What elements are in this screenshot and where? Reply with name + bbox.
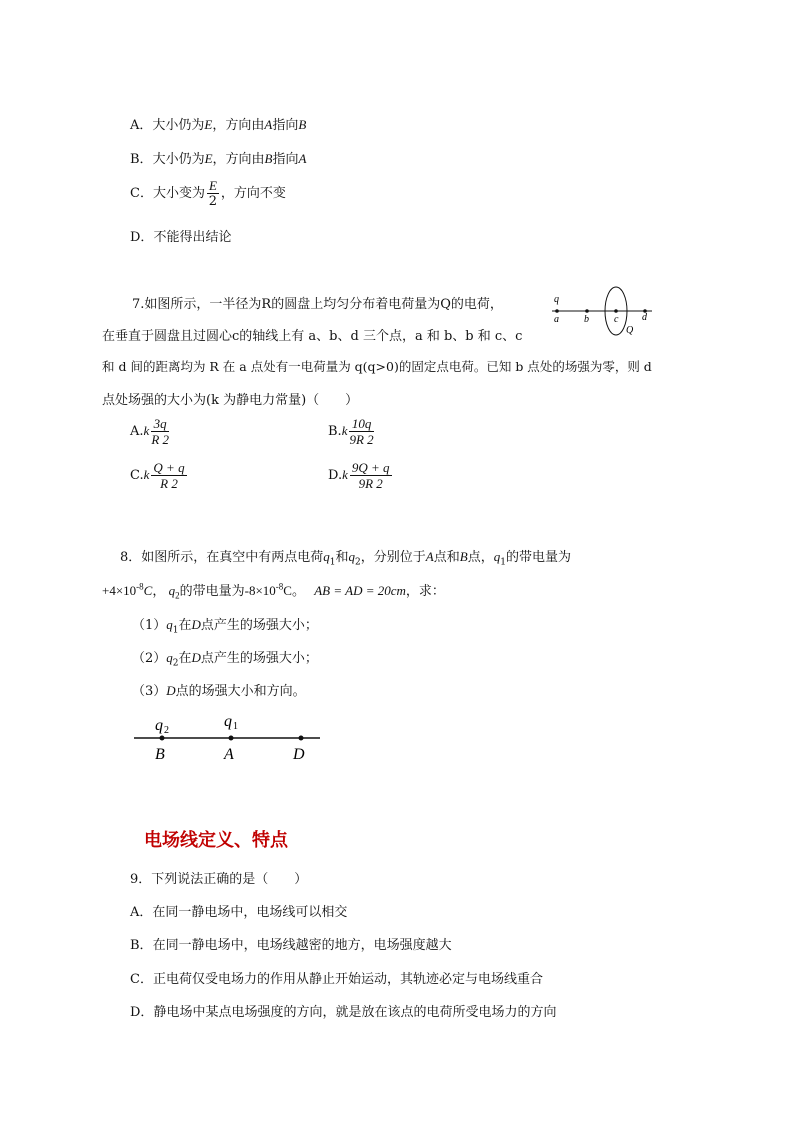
- point-c: [614, 309, 618, 313]
- option-label: B.: [328, 424, 342, 439]
- stem-text: 点，: [467, 550, 494, 565]
- symbol-B: B: [264, 151, 273, 166]
- symbol-q2: q: [168, 583, 176, 598]
- option-text: 指向: [272, 118, 299, 133]
- option-text: 大小变为: [152, 186, 205, 201]
- fraction-numerator: 3q: [151, 416, 169, 432]
- option-text: 指向: [272, 152, 299, 167]
- symbol-q1: q: [493, 549, 501, 564]
- q7-stem-line3: 和 d 间的距离均为 R 在 a 点处有一电荷量为 q(q>0)的固定点电荷。已知 b 点处的场强为零，则 d: [102, 359, 652, 374]
- fraction: [350, 460, 392, 491]
- label-q2-sub: 2: [164, 725, 169, 736]
- stem-text: 点产生的场强大小；: [200, 618, 318, 633]
- option-text: ，方向由: [212, 152, 265, 167]
- subscript: 2: [355, 557, 361, 568]
- stem-text: 8．如图所示，在真空中有两点电荷: [120, 550, 324, 565]
- fraction: [349, 416, 373, 447]
- fraction-numerator: 10q: [349, 416, 373, 432]
- q6-option-d: [130, 226, 231, 245]
- symbol-E: E: [204, 151, 213, 166]
- label-B: B: [155, 746, 165, 763]
- option-label: C.: [130, 468, 144, 483]
- symbol-k: k: [143, 423, 150, 438]
- q9-option-c: [130, 968, 543, 987]
- option-text: 在同一静电场中，电场线可以相交: [152, 905, 348, 920]
- option-text: ，方向由: [212, 118, 265, 133]
- label-q: q: [554, 294, 559, 305]
- q8-stem-line2: [102, 580, 445, 601]
- charge-value: -8×10: [244, 583, 276, 598]
- label-Q: Q: [626, 325, 634, 336]
- point-A: [229, 736, 234, 741]
- symbol-A: A: [264, 117, 273, 132]
- label-q1-sub: 1: [233, 721, 238, 732]
- label-b: b: [584, 314, 589, 325]
- symbol-B: B: [298, 117, 307, 132]
- section-heading: 电场线定义、特点: [144, 830, 288, 851]
- q7-stem-line2: 在垂直于圆盘且过圆心c的轴线上有 a、b、d 三个点，a 和 b、b 和 c、c: [102, 329, 523, 344]
- fraction-denominator: R 2: [151, 432, 170, 447]
- fraction-denominator: 9R 2: [358, 476, 383, 491]
- label-d: d: [642, 312, 647, 323]
- exponent: -8: [275, 581, 284, 592]
- option-label: A.: [130, 424, 144, 439]
- fraction-numerator: E: [208, 178, 217, 193]
- fraction-numerator: 9Q + q: [351, 460, 390, 475]
- option-text: ，方向不变: [220, 186, 286, 201]
- stem-text: ，求：: [405, 583, 445, 598]
- symbol-A: A: [425, 549, 434, 564]
- symbol-q2: q: [166, 650, 173, 665]
- q8-subquestion-1: [132, 614, 318, 636]
- fraction-numerator: Q + q: [153, 460, 185, 475]
- stem-text: 的带电量为: [179, 583, 245, 598]
- q7-option-b: [328, 416, 376, 447]
- point-a: [555, 309, 559, 313]
- option-text: 不能得出结论: [153, 230, 232, 245]
- stem-text: 和: [335, 550, 349, 565]
- option-text: 在同一静电场中，电场线越密的地方，电场强度越大: [152, 938, 452, 953]
- q6-option-b: [130, 148, 306, 167]
- unit: C: [143, 583, 153, 598]
- point-B: [160, 736, 165, 741]
- symbol-k: k: [342, 467, 348, 482]
- stem-text: 在: [178, 618, 192, 633]
- symbol-E: E: [204, 117, 213, 132]
- symbol-D: D: [191, 617, 201, 632]
- fraction: [151, 416, 169, 447]
- q9-option-a: [130, 901, 347, 920]
- subquestion-number: （3）: [132, 684, 167, 699]
- option-text: 静电场中某点电场强度的方向，就是放在该点的电荷所受电场力的方向: [153, 1005, 557, 1020]
- fraction-denominator: 9R 2: [349, 432, 374, 447]
- q6-option-a: [130, 114, 306, 133]
- q8-line-figure: [128, 708, 328, 766]
- equation: AB = AD = 20cm: [314, 583, 406, 598]
- q7-disk-figure: [540, 282, 660, 338]
- stem-text: ，分别位于: [360, 550, 426, 565]
- option-text: 大小仍为: [152, 118, 205, 133]
- label-D: D: [293, 746, 305, 763]
- label-A: A: [224, 746, 234, 763]
- option-text: 正电荷仅受电场力的作用从静止开始运动，其轨迹必定与电场线重合: [152, 972, 543, 987]
- label-q1: q: [224, 713, 232, 730]
- subscript: 2: [172, 658, 179, 669]
- option-label: A．: [130, 118, 153, 133]
- q8-subquestion-3: [132, 680, 306, 699]
- subscript: 1: [329, 557, 336, 568]
- symbol-q1: q: [166, 617, 173, 632]
- label-c: c: [614, 314, 619, 325]
- fraction: [151, 460, 186, 491]
- option-label: B．: [130, 938, 153, 953]
- unit: C。: [283, 583, 305, 598]
- q7-option-a: [130, 416, 171, 447]
- fraction-denominator: R 2: [160, 476, 178, 491]
- exponent: -8: [136, 581, 144, 592]
- q8-stem-line1: [120, 546, 571, 568]
- subscript: 1: [500, 557, 506, 568]
- symbol-q1: q: [323, 549, 330, 564]
- symbol-D: D: [166, 683, 176, 698]
- subscript: 2: [175, 590, 180, 601]
- subquestion-number: （2）: [132, 651, 167, 666]
- point-b: [585, 309, 589, 313]
- q7-option-c: [130, 460, 189, 491]
- label-q2: q: [155, 717, 163, 734]
- stem-text: 点产生的场强大小；: [200, 651, 318, 666]
- symbol-q2: q: [348, 549, 356, 564]
- symbol-k: k: [341, 423, 348, 438]
- q6-option-c: [130, 178, 286, 209]
- q7-option-d: [328, 460, 394, 491]
- label-a: a: [554, 314, 559, 325]
- stem-text: 在: [178, 651, 192, 666]
- point-D: [299, 736, 304, 741]
- option-label: C．: [130, 186, 153, 201]
- stem-text: 点的场强大小和方向。: [175, 684, 306, 699]
- q7-stem-line1: 7.如图所示，一半径为R的圆盘上均匀分布着电荷量为Q的电荷，: [132, 297, 503, 312]
- stem-text: 的带电量为: [505, 550, 571, 565]
- q9-option-b: [130, 934, 452, 953]
- option-label: D．: [130, 1005, 154, 1020]
- fraction-denominator: 2: [208, 194, 218, 209]
- subquestion-number: （1）: [132, 618, 167, 633]
- option-label: D．: [130, 230, 154, 245]
- subscript: 1: [172, 625, 179, 636]
- option-label: C．: [130, 972, 153, 987]
- option-label: D.: [328, 468, 343, 483]
- option-text: 大小仍为: [152, 152, 205, 167]
- stem-text: ，: [152, 583, 166, 598]
- q9-stem: 9．下列说法正确的是（ ）: [130, 872, 308, 887]
- fraction: [207, 178, 219, 209]
- option-label: B．: [130, 152, 153, 167]
- symbol-A: A: [298, 151, 307, 166]
- q8-subquestion-2: [132, 647, 318, 669]
- charge-value: +4×10: [102, 583, 137, 598]
- option-label: A．: [130, 905, 153, 920]
- q9-option-d: [130, 1001, 556, 1020]
- symbol-D: D: [191, 650, 201, 665]
- stem-text: 点和: [433, 550, 460, 565]
- symbol-B: B: [459, 549, 468, 564]
- q7-stem-line4: 点处场强的大小为(k 为静电力常量)（ ）: [102, 393, 359, 408]
- symbol-k: k: [143, 467, 150, 482]
